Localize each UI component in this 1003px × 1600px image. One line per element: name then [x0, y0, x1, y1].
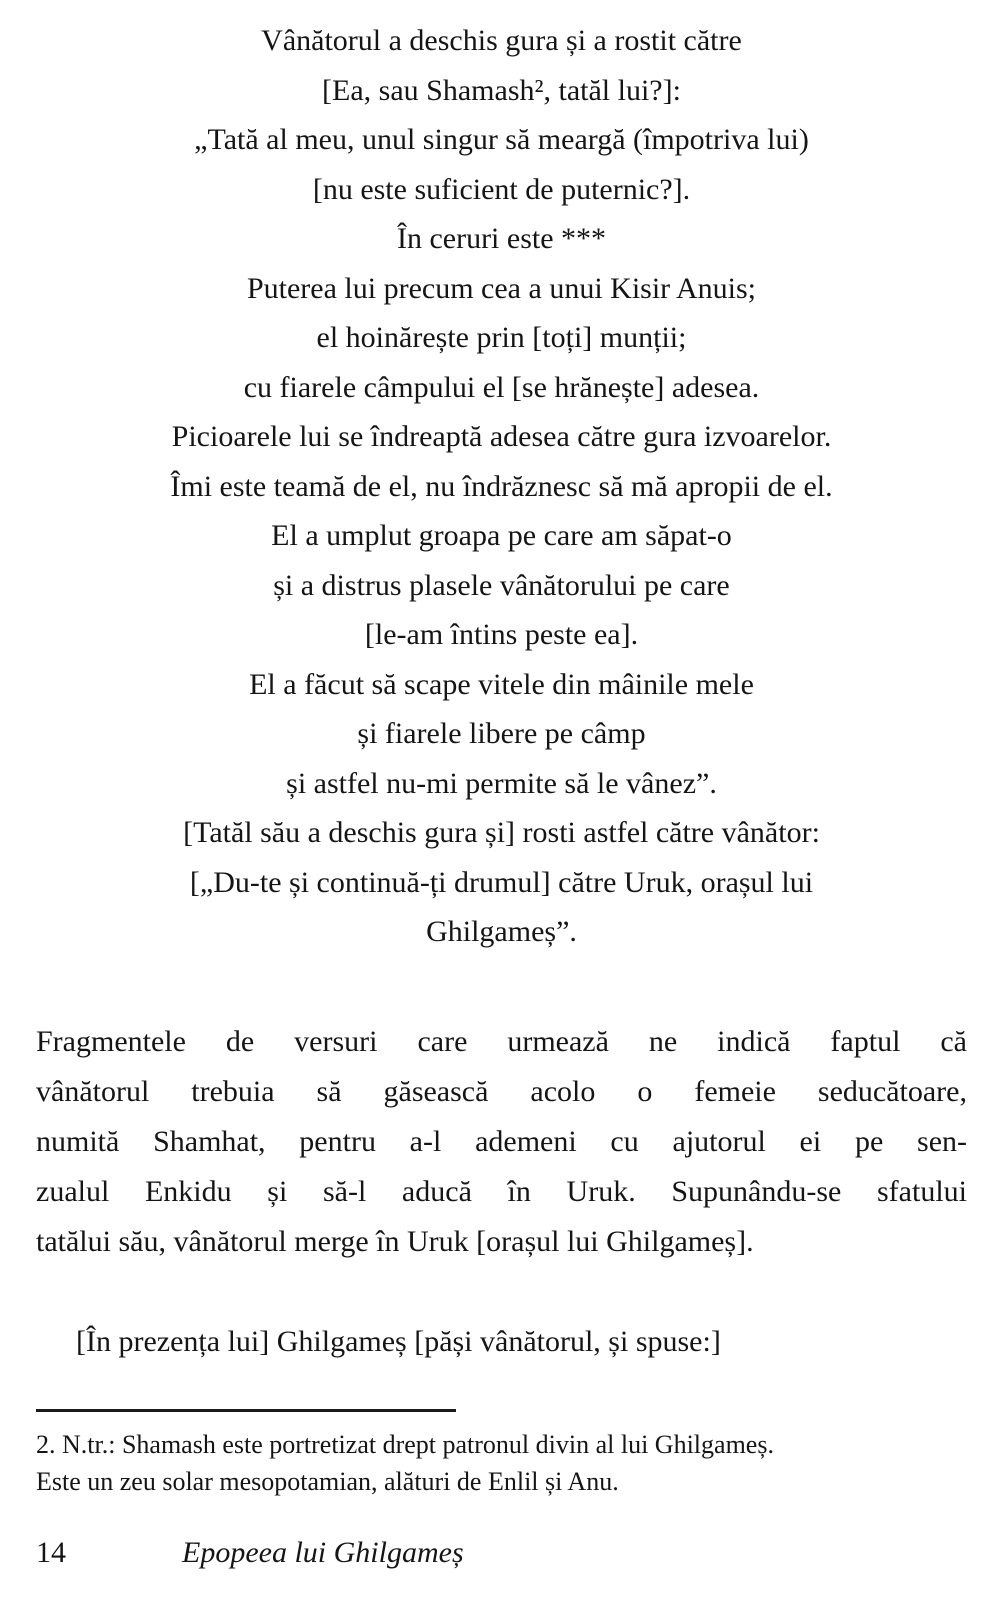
stage-direction-line: [În prezența lui] Ghilgameș [păși vânătorul, și spuse:] [76, 1324, 721, 1358]
prose-line: tatălui său, vânătorul merge în Uruk [orașul lui Ghilgameș]. [36, 1224, 754, 1258]
verse-line: și astfel nu-mi permite să le vânez”. [286, 766, 717, 800]
prose-line: vânătorul trebuia să găsească acolo o femeie seducătoare, [36, 1074, 967, 1108]
verse-line: Ghilgameș”. [426, 915, 577, 948]
verse-line: El a făcut să scape vitele din mâinile mele [249, 667, 754, 701]
verse-line: Vânătorul a deschis gura și a rostit către [261, 24, 742, 57]
prose-paragraph [36, 1017, 967, 1267]
page-footer [36, 1536, 967, 1570]
prose-line: zualul Enkidu și să-l aducă în Uruk. Supunându-se sfatului [36, 1174, 967, 1208]
verse-line: Puterea lui precum cea a unui Kisir Anuis; [246, 271, 757, 305]
footnote-line: 2. N.tr.: Shamash este portretizat drept patronul divin al lui Ghilgameș. [36, 1429, 774, 1459]
verse-line: „Tată al meu, unul singur să meargă (împotriva lui) [194, 123, 809, 156]
verse-line: cu fiarele câmpului el [se hrănește] adesea. [243, 370, 760, 404]
verse-line: Îmi este teamă de el, nu îndrăznesc să mă apropii de el. [170, 469, 833, 503]
prose-line: numită Shamhat, pentru a-l ademeni cu ajutorul ei pe sen- [36, 1124, 967, 1158]
page-number: 14 [36, 1535, 66, 1569]
verse-line: el hoinărește prin [toți] munții; [316, 321, 687, 354]
verse-line: și fiarele libere pe câmp [357, 717, 646, 750]
footnote [36, 1426, 967, 1500]
footnote-line: Este un zeu solar mesopotamian, alături de Enlil și Anu. [36, 1466, 619, 1496]
verse-line: [Ea, sau Shamash², tatăl lui?]: [322, 73, 681, 107]
footnote-separator [36, 1409, 456, 1412]
verse-line: [le-am întins peste ea]. [364, 618, 639, 651]
verse-line: [nu este suficient de puternic?]. [312, 172, 691, 206]
running-title: Epopeea lui Ghilgameș [182, 1535, 464, 1569]
verse-line: El a umplut groapa pe care am săpat-o [271, 519, 732, 552]
verse-line: În ceruri este *** [396, 222, 607, 255]
verse-line: [„Du-te și continuă-ți drumul] către Uruk, orașul lui [189, 865, 814, 899]
verse-line: [Tatăl său a deschis gura și] rosti astfel către vânător: [183, 816, 820, 849]
verse-block [36, 16, 967, 957]
verse-line: și a distrus plasele vânătorului pe care [273, 568, 730, 602]
verse-line: Picioarele lui se îndreaptă adesea către gura izvoarelor. [171, 420, 832, 453]
prose-line: Fragmentele de versuri care urmează ne indică faptul că [36, 1024, 967, 1058]
